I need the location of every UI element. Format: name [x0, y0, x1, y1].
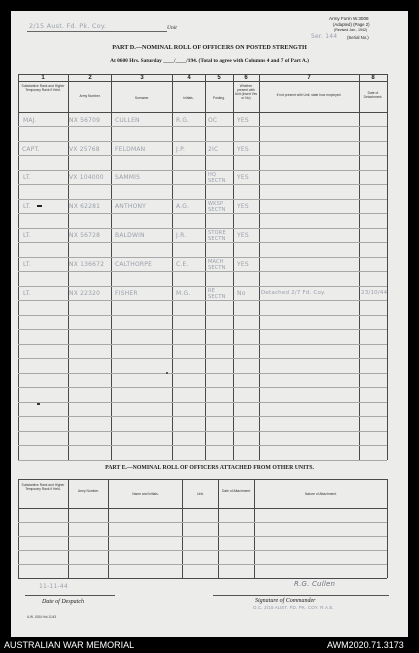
cell-posting: OC [208, 117, 218, 124]
cell-rank: LT. [23, 290, 31, 297]
unit-label: Unit [167, 25, 177, 31]
caption-accession: AWM2020.71.3173 [327, 640, 404, 650]
serial-label: (Serial No.) [347, 35, 369, 40]
row-rule [18, 373, 387, 374]
row-rule [18, 141, 387, 142]
e-col-border-6 [387, 479, 388, 578]
e-header-rank: Substantive Rank and Higher Temporary Rank if Held. [21, 483, 65, 492]
col-number-1: 1 [41, 75, 45, 81]
cell-present: YES [237, 174, 249, 181]
form-sheet [11, 11, 408, 637]
e-header-army-number: Army Number. [77, 489, 100, 493]
row-rule [18, 257, 387, 258]
cell-initials: A.G. [176, 203, 190, 210]
table-top-border [18, 74, 387, 75]
serial-handwritten: Ser. 144 [311, 33, 338, 40]
header-detachment-date: Date of Detachment. [363, 91, 383, 100]
header-rank: Substantive Rank and Higher Temporary Rank if Held. [21, 84, 65, 93]
date-line: At 0600 Hrs. Saturday ____/____/194. (Total to agree with Columns 4 and 7 of Part A.) [110, 58, 309, 64]
cell-surname: CULLEN [115, 117, 140, 124]
cell-present: YES [237, 203, 249, 210]
col-number-6: 6 [244, 75, 248, 81]
cell-surname: FISHER [115, 290, 138, 297]
row-rule [18, 416, 387, 417]
cell-number: NX 62281 [69, 203, 101, 210]
row-rule [18, 300, 387, 301]
cell-initials: C.E. [176, 261, 189, 268]
row-rule [18, 344, 387, 345]
cell-surname: CALTHORPE [115, 261, 153, 268]
dash-mark [37, 403, 40, 405]
col-number-8: 8 [371, 75, 375, 81]
row-rule [18, 445, 387, 446]
header-initials: Initials. [183, 96, 194, 100]
row-rule [18, 536, 387, 537]
header-army-number: Army Number. [79, 94, 101, 98]
cell-initials: J.R. [176, 232, 187, 239]
cell-rank: LT. [23, 232, 31, 239]
header-surname: Surname. [134, 96, 150, 100]
row-rule [18, 213, 387, 214]
caption-bar [0, 638, 419, 653]
cell-number: VX 25768 [69, 146, 100, 153]
cell-posting: RE SECTN [208, 288, 226, 300]
row-rule [18, 431, 387, 432]
row-rule [18, 228, 387, 229]
cell-present: YES [237, 117, 249, 124]
cell-number: NX 136672 [69, 261, 105, 268]
colnum-border [18, 81, 387, 82]
cell-posting: 2IC [208, 146, 219, 153]
cell-rank: LT. [23, 174, 31, 181]
unit-handwritten: 2/15 Aust. Fd. Pk. Coy. [29, 22, 107, 30]
row-rule [18, 550, 387, 551]
row-rule [18, 271, 387, 272]
despatch-label: Date of Despatch [42, 599, 84, 605]
header-present: Whether present with Unit (insert Yes or No) [234, 84, 258, 101]
cell-rank: LT. [23, 203, 31, 210]
unit-underline [27, 31, 167, 32]
header-employed: If not present with Unit, state how employed. [276, 93, 342, 97]
col-number-2: 2 [88, 75, 92, 81]
row-rule [18, 564, 387, 565]
part-e-header-border [18, 508, 387, 509]
despatch-date-handwritten: 11-11-44 [39, 583, 68, 590]
cell-posting: STORE SECTN [208, 230, 226, 242]
row-rule [18, 286, 387, 287]
dot-mark [166, 372, 168, 374]
row-rule [18, 199, 387, 200]
cell-surname: FELDMAN [115, 146, 146, 153]
row-rule [18, 126, 387, 127]
cell-rank: CAPT. [22, 146, 40, 153]
row-rule [18, 242, 387, 243]
row-rule [18, 184, 387, 185]
army-form-label: Army Form W.3008 [329, 16, 369, 21]
row-rule [18, 402, 387, 403]
cell-present: YES [237, 232, 249, 239]
part-e-title: PART E.—NOMINAL ROLL OF OFFICERS ATTACHED FROM OTHER UNITS. [105, 465, 314, 471]
cell-posting: HQ SECTN [208, 172, 226, 184]
cell-present: YES [237, 146, 249, 153]
cell-surname: SAMMIS [115, 174, 141, 181]
cell-date: 23/10/44 [361, 290, 388, 296]
cell-employed: Detached 2/7 Fd. Coy. [261, 290, 326, 296]
part-e-bottom-border [18, 578, 387, 579]
part-e-top-border [18, 479, 387, 480]
signature-underline [213, 595, 389, 596]
caption-institution: AUSTRALIAN WAR MEMORIAL [4, 640, 135, 650]
row-rule [18, 358, 387, 359]
header-bottom-border [18, 112, 387, 113]
cell-rank: MAJ. [23, 117, 37, 124]
e-header-nature: Nature of Attachment. [305, 492, 337, 496]
signature-label: Signature of Commander [255, 598, 316, 604]
row-rule [18, 315, 387, 316]
cell-initials: M.G. [176, 290, 191, 297]
cell-present: No [237, 290, 246, 297]
commander-signature: R.G. Cullen [294, 580, 336, 588]
cell-present: YES [237, 261, 249, 268]
e-header-name: Name and Initials. [132, 492, 159, 496]
adapted-label: (Adapted) (Page 2) [333, 22, 370, 27]
despatch-underline [25, 595, 115, 596]
cell-rank: LT. [23, 261, 31, 268]
cell-posting: MACH SECTN [208, 259, 226, 271]
row-rule [18, 329, 387, 330]
cell-initials: R.G. [176, 117, 190, 124]
cell-surname: BALDWIN [115, 232, 145, 239]
arrow-mark [37, 205, 42, 207]
row-rule [18, 155, 387, 156]
cell-number: VX 104000 [69, 174, 104, 181]
cell-posting: WKSP SECTN [208, 201, 226, 213]
col-number-3: 3 [140, 75, 144, 81]
col-number-5: 5 [217, 75, 221, 81]
cell-number: NX 56728 [69, 232, 101, 239]
cell-number: NX 56709 [69, 117, 101, 124]
print-code: A.W. 1084 Hut 11/43 [27, 615, 57, 619]
col-number-4: 4 [187, 75, 191, 81]
e-header-date-attachment: Date of Attachment. [222, 489, 251, 493]
row-rule [18, 387, 387, 388]
revised-label: (Revised Jan., 1942) [334, 28, 368, 32]
col-number-7: 7 [307, 75, 311, 81]
row-rule [18, 170, 387, 171]
part-d-title: PART D.—NOMINAL ROLL OF OFFICERS ON POSTED STRENGTH [112, 44, 307, 51]
e-header-unit: Unit. [197, 492, 204, 496]
cell-number: NX 22320 [69, 290, 101, 297]
row-rule [18, 460, 387, 461]
commander-stamp: O.C. 2/15 AUST. FD. PK. COY. R.A.E. [253, 605, 335, 610]
col-border-8 [387, 74, 388, 460]
cell-surname: ANTHONY [115, 203, 147, 210]
row-rule [18, 522, 387, 523]
cell-initials: J.P. [176, 146, 186, 153]
header-posting: Posting. [213, 96, 225, 100]
